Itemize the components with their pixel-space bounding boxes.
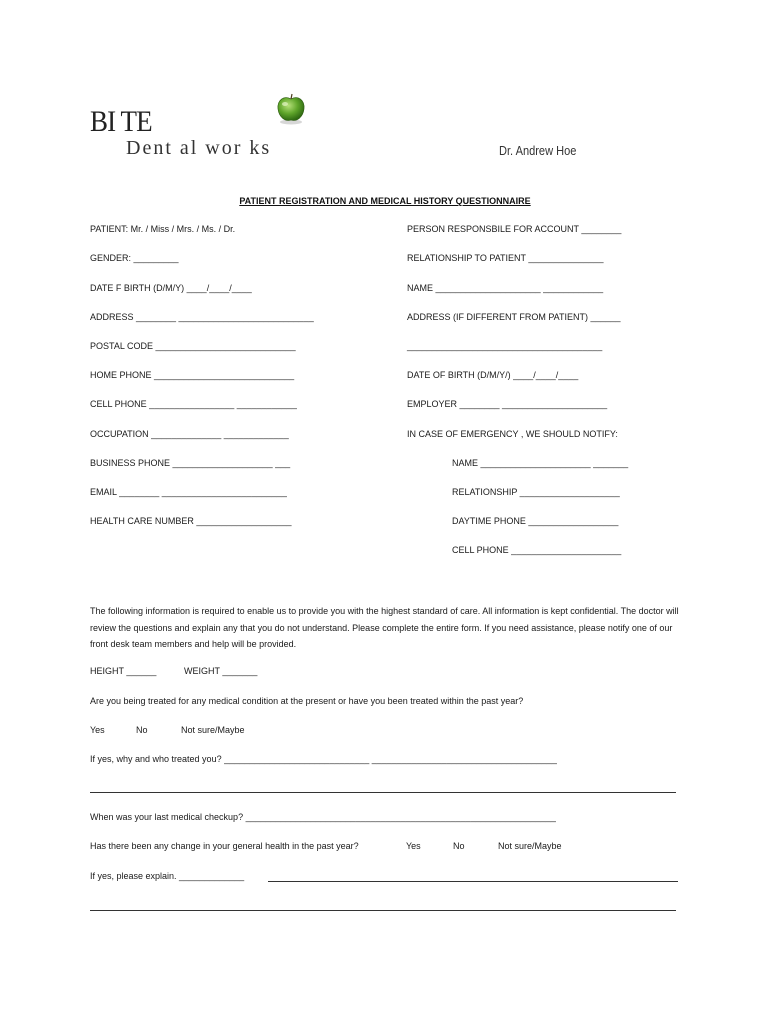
green-apple-icon (275, 92, 307, 126)
q1-no-option[interactable]: No (136, 725, 148, 735)
date-of-birth-field[interactable]: DATE F BIRTH (D/M/Y) ____/____/____ (90, 283, 252, 293)
height-field[interactable]: HEIGHT ______ (90, 666, 157, 676)
q1-yes-option[interactable]: Yes (90, 725, 105, 735)
question-why-treated[interactable]: If yes, why and who treated you? _____________________________ _____________________________________ (90, 754, 557, 764)
employer-field[interactable]: EMPLOYER ________ _____________________ (407, 399, 608, 409)
home-phone-field[interactable]: HOME PHONE ____________________________ (90, 370, 295, 380)
relationship-to-patient-field[interactable]: RELATIONSHIP TO PATIENT _______________ (407, 253, 604, 263)
doctor-name: Dr. Andrew Hoe (499, 143, 577, 158)
postal-code-field[interactable]: POSTAL CODE ____________________________ (90, 341, 296, 351)
occupation-field[interactable]: OCCUPATION ______________ _____________ (90, 429, 289, 439)
address-field[interactable]: ADDRESS ________ ___________________________ (90, 312, 314, 322)
explain-answer-line[interactable] (268, 881, 678, 882)
q1-not-sure-option[interactable]: Not sure/Maybe (181, 725, 245, 735)
email-field[interactable]: EMAIL ________ _________________________ (90, 487, 287, 497)
logo-title: BI TE (90, 105, 152, 138)
question-medical-treatment: Are you being treated for any medical condition at the present or have you been treated within the past year? (90, 696, 524, 706)
logo-subtitle: Dent al wor ks (126, 137, 272, 159)
question-explain: If yes, please explain. _____________ (90, 871, 245, 881)
q4-not-sure-option[interactable]: Not sure/Maybe (498, 841, 562, 851)
explain-answer-line-2[interactable] (90, 910, 676, 911)
health-care-number-field[interactable]: HEALTH CARE NUMBER ___________________ (90, 516, 292, 526)
responsible-dob-field[interactable]: DATE OF BIRTH (D/M/Y/) ____/____/____ (407, 370, 579, 380)
q4-yes-option[interactable]: Yes (406, 841, 421, 851)
weight-field[interactable]: WEIGHT _______ (184, 666, 258, 676)
q4-no-option[interactable]: No (453, 841, 465, 851)
responsible-name-field[interactable]: NAME _____________________ ____________ (407, 283, 604, 293)
emergency-cell-phone-field[interactable]: CELL PHONE ______________________ (452, 545, 622, 555)
question-health-change: Has there been any change in your general health in the past year? (90, 841, 359, 851)
patient-title-field[interactable]: PATIENT: Mr. / Miss / Mrs. / Ms. / Dr. (90, 224, 236, 234)
question-last-checkup[interactable]: When was your last medical checkup? ______________________________________________________________ (90, 812, 556, 822)
business-phone-field[interactable]: BUSINESS PHONE ____________________ ___ (90, 458, 291, 468)
info-paragraph: The following information is required to enable us to provide you with the highest standard of care. All information is kept confidential. The doctor will review the questions and explain any that you do not understand. Please complete the entire form. If you need assistance, please notify one of our front desk team members and help will be provided. (90, 606, 679, 649)
emergency-contact-heading: IN CASE OF EMERGENCY , WE SHOULD NOTIFY: (407, 429, 618, 439)
responsible-person-field[interactable]: PERSON RESPONSBILE FOR ACCOUNT ________ (407, 224, 622, 234)
emergency-relationship-field[interactable]: RELATIONSHIP ____________________ (452, 487, 620, 497)
answer-line[interactable] (90, 792, 676, 793)
emergency-daytime-phone-field[interactable]: DAYTIME PHONE __________________ (452, 516, 619, 526)
cell-phone-field[interactable]: CELL PHONE _________________ ____________ (90, 399, 297, 409)
emergency-name-field[interactable]: NAME ______________________ _______ (452, 458, 629, 468)
gender-field[interactable]: GENDER: _________ (90, 253, 179, 263)
form-title: PATIENT REGISTRATION AND MEDICAL HISTORY QUESTIONNAIRE (239, 196, 531, 206)
responsible-address-field[interactable]: ADDRESS (IF DIFFERENT FROM PATIENT) ______ (407, 312, 621, 322)
responsible-address-line2[interactable]: _______________________________________ (407, 341, 603, 351)
